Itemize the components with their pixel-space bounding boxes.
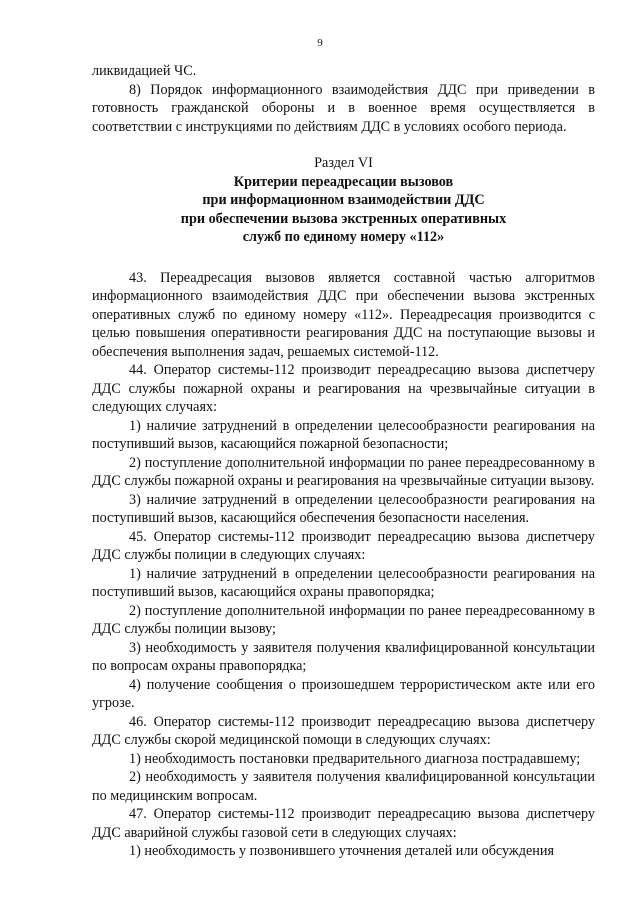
section-label: Раздел VI [314,155,373,171]
list-item: 1) наличие затруднений в определении целесообразности реагирования на поступивший вызов, касающийся охраны правопорядка; [92,565,595,600]
section-heading [92,154,595,247]
page-number: 9 [317,37,323,49]
section-title-line: при информационном взаимодействии ДДС [202,192,485,208]
list-item: 4) получение сообщения о произошедшем террористическом акте или его угрозе. [92,676,595,711]
paragraph-44: 44. Оператор системы-112 производит переадресацию вызова диспетчеру ДДС службы пожарной охраны и реагирования на чрезвычайные ситуации в следующих случаях: [92,362,595,415]
list-item: 1) необходимость постановки предварительного диагноза пострадавшему; [129,750,581,767]
paragraph-43: 43. Переадресация вызовов является составной частью алгоритмов информационного взаимодействия ДДС при обеспечении вызова экстренных оперативных служб по единому номеру «112». Переадресация производится с целью повышения оперативности реагирования ДДС на поступающие вызовы и обеспечения выполнения задач, решаемых системой-112. [92,269,595,360]
section-title-line: Критерии переадресации вызовов [233,173,454,190]
paragraph-47: 47. Оператор системы-112 производит переадресацию вызова диспетчеру ДДС аварийной службы газовой сети в следующих случаях: [92,806,595,841]
list-item: 2) поступление дополнительной информации по ранее переадресованному в ДДС службы пожарной охраны и реагирования на чрезвычайные ситуации вызову. [92,454,595,489]
list-item: 2) необходимость у заявителя получения квалифицированной консультации по медицинским вопросам. [92,769,595,804]
intro-paragraph: 8) Порядок информационного взаимодействия ДДС при приведении в готовность гражданской обороны и в военное время осуществляется в соответствии с инструкциями по действиям ДДС в условиях особого периода. [92,81,595,135]
document-body [92,62,595,861]
list-item: 3) необходимость у заявителя получения квалифицированной консультации по вопросам охраны правопорядка; [92,639,595,674]
section-title-line: при обеспечении вызова экстренных оперативных [180,210,507,227]
intro-continuation: ликвидацией ЧС. [92,63,197,79]
section-title-line: служб по единому номеру «112» [242,229,445,245]
list-item: 1) необходимость у позвонившего уточнения деталей или обсуждения [129,843,554,859]
paragraph-45: 45. Оператор системы-112 производит переадресацию вызова диспетчеру ДДС службы полиции в следующих случаях: [92,528,595,563]
list-item: 1) наличие затруднений в определении целесообразности реагирования на поступивший вызов, касающийся пожарной безопасности; [92,417,595,452]
list-item: 2) поступление дополнительной информации по ранее переадресованному в ДДС службы полиции вызову; [92,602,595,637]
list-item: 3) наличие затруднений в определении целесообразности реагирования на поступивший вызов, касающийся обеспечения безопасности населения. [92,491,595,526]
paragraph-46: 46. Оператор системы-112 производит переадресацию вызова диспетчеру ДДС службы скорой медицинской помощи в следующих случаях: [92,713,595,748]
